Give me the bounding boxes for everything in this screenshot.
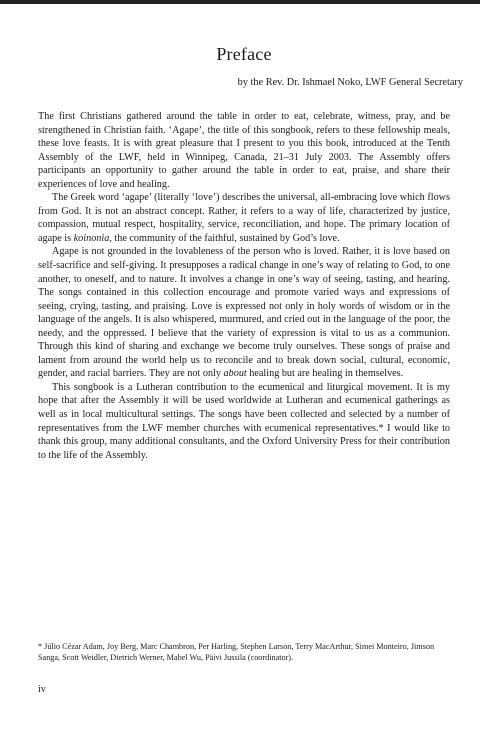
paragraph-3-text-b: healing but are healing in themselves. — [246, 368, 404, 380]
page-number: iv — [38, 684, 46, 695]
paragraph-2-text-b: , the community of the faithful, sustained by God’s love. — [109, 232, 340, 244]
paragraph-4: This songbook is a Lutheran contribution to the ecumenical and liturgical movement. It is my hope that after the Assembly it will be used worldwide at Lutheran and ecumenical gatherings as well as in local multicultural settings. The songs have been collected and selected by a number of representatives from the LWF member churches with ecumenical representatives.* I would like to thank this group, many additional consultants, and the Oxford University Press for their contribution to the life of the Assembly. — [38, 381, 450, 461]
paragraph-2-italic: koinonia — [73, 232, 110, 244]
page-title: Preface — [216, 44, 272, 64]
paragraph-3-italic: about — [223, 368, 247, 380]
body-text — [38, 110, 450, 462]
paragraph-3-text-a: Agape is not grounded in the lovableness of the person who is loved. Rather, it is love based on self-sacrifice and self-giving. It presupposes a radical change in one’s way of relating to God, to one another, to oneself, and to nature. It involves a change in one’s way of seeing, tasting, and hearing. The songs contained in this collection encourage and promote varied ways and expressions of seeing, crying, tasting, and praising. Love is expressed not only in holy words of wisdom or in the language of the angels. It is also whispered, murmured, and cried out in the language of the poor, the needy, and the oppressed. I believe that the variety of expression is vital to us as a communion. Through this kind of sharing and exchange we become truly ourselves. These songs of praise and lament from around the world help us to reconcile and to break down social, cultural, economic, gender, and racial barriers. They are not only — [38, 246, 450, 380]
paragraph-3 — [38, 245, 450, 380]
paragraph-2 — [38, 191, 450, 245]
byline: by the Rev. Dr. Ishmael Noko, LWF General Secretary — [237, 77, 463, 88]
paragraph-1: The first Christians gathered around the table in order to eat, celebrate, witness, pray, and be strengthened in Christian faith. ‘Agape’, the title of this songbook, refers to these fellowship meals, these love feasts. It is with great pleasure that I present to you this book, introduced at the Tenth Assembly of the LWF, held in Winnipeg, Canada, 21–31 July 2003. The Assembly offers participants an opportunity to gather around the table in order to eat, praise, and share their experiences of love and healing. — [38, 111, 450, 190]
footnote: * Júlio Cézar Adam, Joy Berg, Marc Chambron, Per Harling, Stephen Larson, Terry MacArthur, Simei Monteiro, Jimson Sanga, Scott Weidler, Dietrich Werner, Mabel Wu, Päivi Jussila (coordinator). — [38, 642, 435, 662]
paragraph-2-text-a: The Greek word ‘agape’ (literally ‘love’) describes the universal, all-embracing love which flows from God. It is not an abstract concept. Rather, it refers to a way of life, characterized by justice, compassion, mutual respect, hospitality, service, reconciliation, and hope. The primary location of agape is — [38, 192, 450, 244]
top-rule — [0, 0, 480, 4]
